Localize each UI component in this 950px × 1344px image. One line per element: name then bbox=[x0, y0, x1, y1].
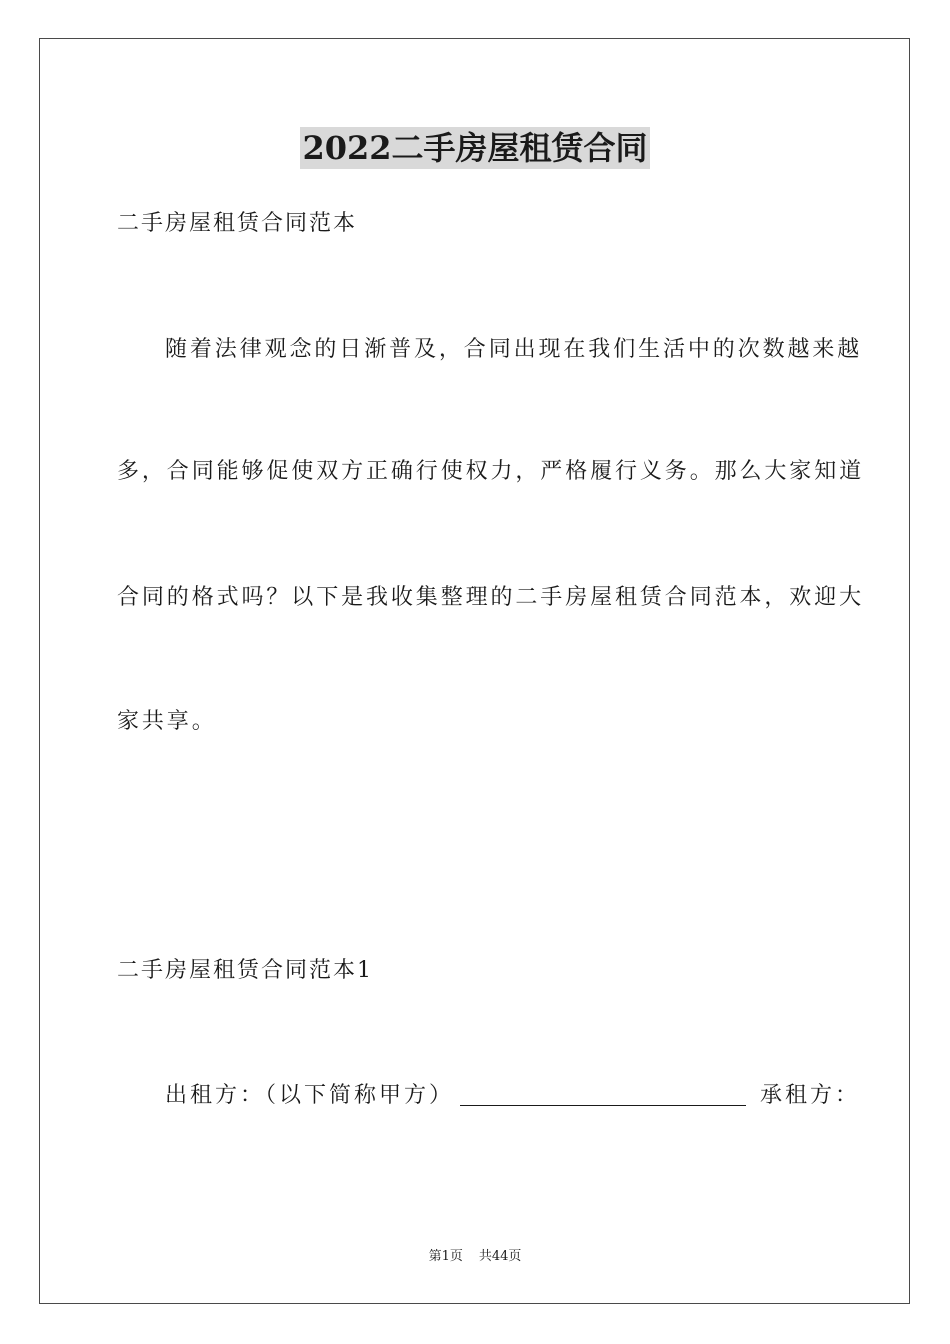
page-number-total: 共44页 bbox=[478, 1249, 522, 1264]
intro-paragraph-line-3: 合同的格式吗？以下是我收集整理的二手房屋租赁合同范本，欢迎大 bbox=[117, 585, 865, 610]
lessor-blank-field bbox=[460, 1083, 746, 1106]
document-title: 2022二手房屋租赁合同 bbox=[302, 129, 648, 167]
lessor-label: 出租方：（以下简称甲方） bbox=[165, 1083, 455, 1108]
page-number-current: 第1页 bbox=[428, 1249, 463, 1264]
intro-paragraph-line-4: 家共享。 bbox=[117, 709, 217, 734]
intro-paragraph-line-1: 随着法律观念的日渐普及，合同出现在我们生活中的次数越来越 bbox=[165, 337, 863, 362]
intro-paragraph-line-2: 多，合同能够促使双方正确行使权力，严格履行义务。那么大家知道 bbox=[117, 459, 865, 484]
page-footer bbox=[0, 1248, 950, 1266]
document-subtitle: 二手房屋租赁合同范本 bbox=[117, 211, 358, 236]
parties-line bbox=[165, 1082, 860, 1110]
lessee-label: 承租方： bbox=[760, 1083, 861, 1108]
section-heading: 二手房屋租赁合同范本1 bbox=[117, 958, 373, 983]
